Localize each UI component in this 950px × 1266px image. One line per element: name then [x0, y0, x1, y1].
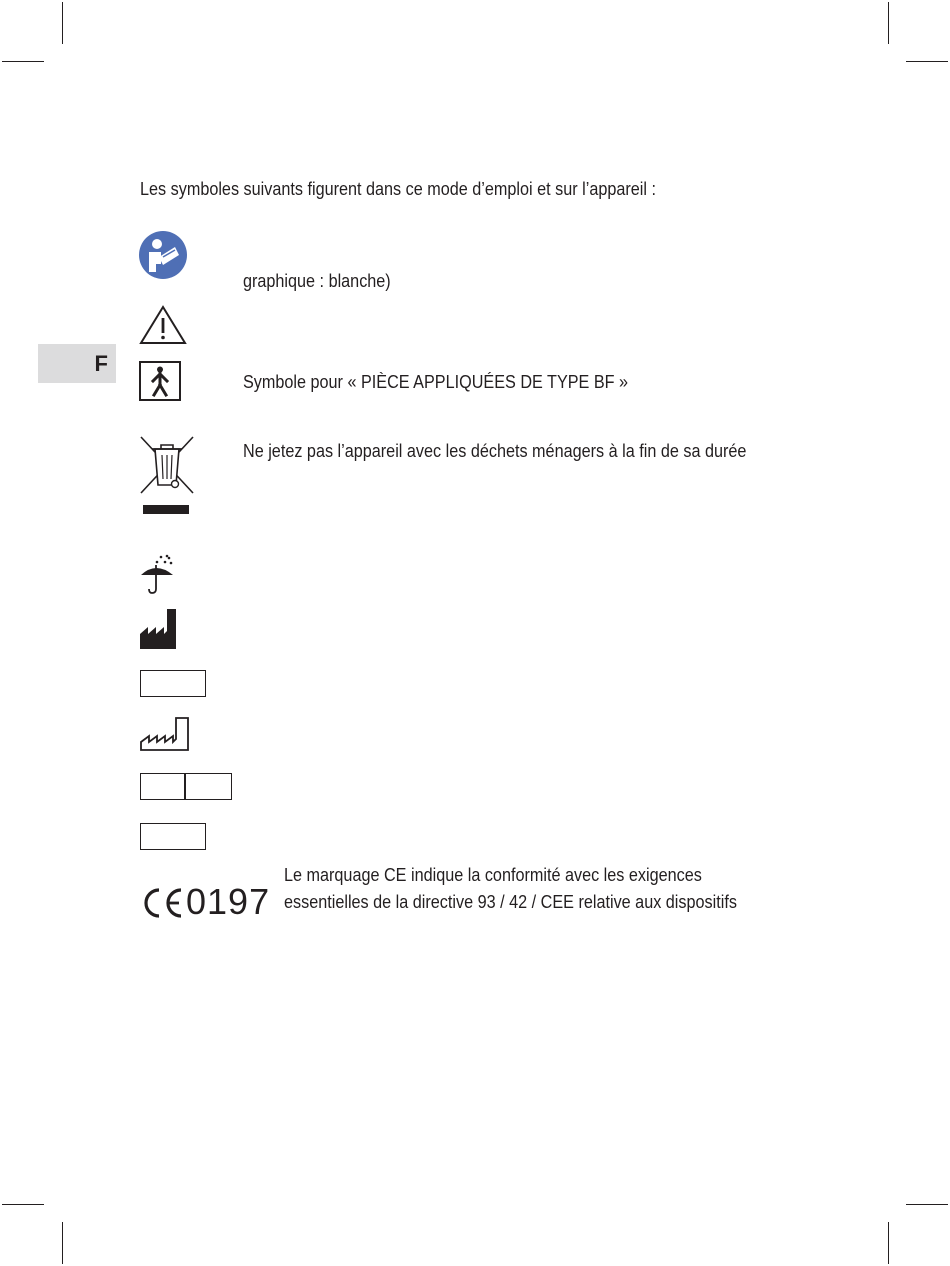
bf-symbol-text: Symbole pour « PIÈCE APPLIQUÉES DE TYPE BF »	[243, 372, 629, 392]
language-tab	[38, 344, 116, 383]
weee-symbol-text: Ne jetez pas l’appareil avec les déchets ménagers à la fin de sa durée	[243, 441, 747, 461]
crop-mark	[888, 1222, 889, 1264]
ce-text-line-1: Le marquage CE indique la conformité avec les exigences	[284, 865, 702, 885]
ce-text-line-2: essentielles de la directive 93 / 42 / CEE relative aux dispositifs	[284, 892, 737, 912]
crop-mark	[62, 2, 63, 44]
empty-label-box-icon	[140, 670, 206, 697]
manufacture-date-icon	[139, 716, 191, 752]
umbrella-rain-icon	[139, 553, 177, 595]
intro-text: Les symboles suivants figurent dans ce mode d’emploi et sur l’appareil :	[140, 179, 656, 199]
bf-type-applied-part-icon	[139, 361, 181, 401]
empty-label-box-icon	[140, 823, 206, 850]
crop-mark	[888, 2, 889, 44]
split-label-box-icon	[140, 773, 232, 800]
crop-mark	[62, 1222, 63, 1264]
read-manual-icon	[139, 231, 187, 279]
language-tab-letter: F	[94, 351, 108, 376]
ce-notified-body-number: 0197	[186, 881, 271, 922]
crop-mark	[2, 61, 44, 62]
ce-mark-icon	[139, 887, 185, 919]
crossed-bin-icon	[139, 435, 195, 519]
crop-mark	[2, 1204, 44, 1205]
crop-mark	[906, 61, 948, 62]
factory-icon	[139, 608, 177, 650]
manual-symbol-text: graphique : blanche)	[243, 271, 391, 291]
split-label-divider	[184, 774, 186, 799]
warning-triangle-icon	[139, 305, 187, 345]
crop-mark	[906, 1204, 948, 1205]
